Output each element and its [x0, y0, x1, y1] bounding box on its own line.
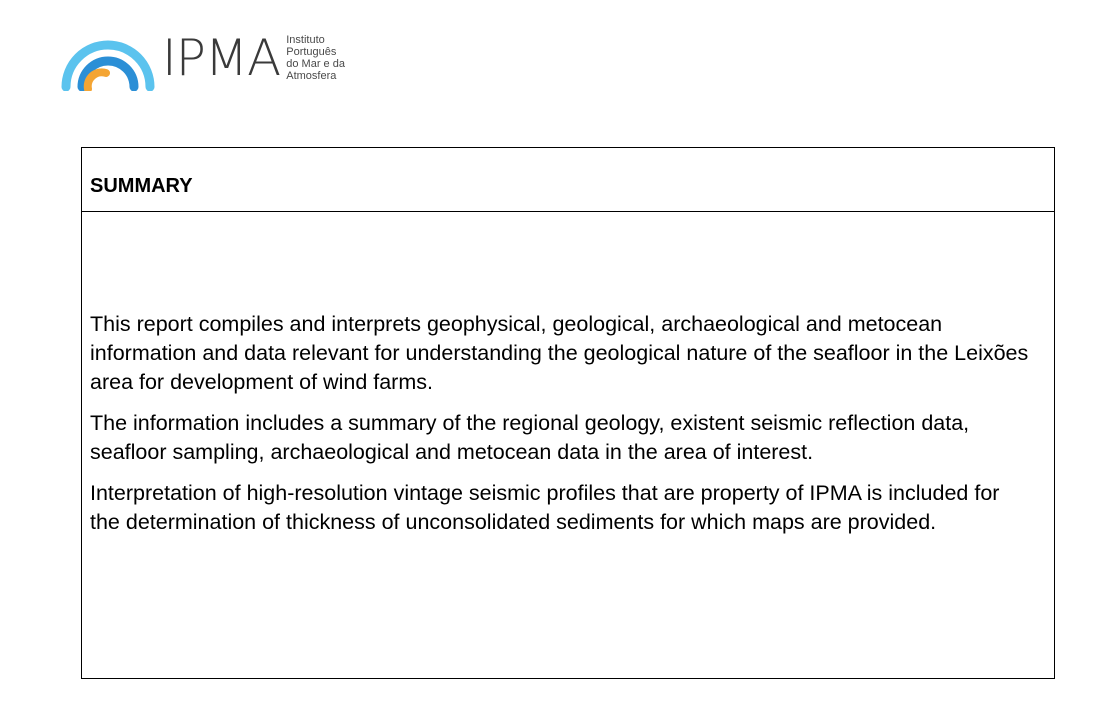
summary-paragraph: The information includes a summary of the regional geology, existent seismic reflection data, seafloor sampling, archaeological and metocean data in the area of interest. — [90, 411, 970, 464]
summary-header — [82, 148, 1054, 212]
logo-wordmark: IPMA — [162, 29, 281, 87]
logo-tagline-line: Português — [286, 46, 337, 58]
summary-body — [82, 212, 1054, 537]
summary-paragraph: This report compiles and interprets geophysical, geological, archaeological and metocean information and data relevant for understanding the geological nature of the seafloor in the Leixões area for development of wind farms. — [90, 312, 1029, 394]
summary-box — [81, 147, 1055, 679]
summary-paragraph: Interpretation of high-resolution vintage seismic profiles that are property of IPMA is included for the determination of thickness of unconsolidated sediments for which maps are provided. — [90, 481, 1000, 534]
logo-tagline-line: Instituto — [286, 34, 325, 46]
logo-tagline — [286, 34, 345, 82]
logo-tagline-line: Atmosfera — [286, 70, 337, 82]
logo-tagline-line: do Mar e da — [286, 58, 345, 70]
ipma-logo — [60, 28, 345, 92]
summary-title: SUMMARY — [90, 175, 193, 197]
ipma-arcs-icon — [60, 29, 156, 91]
